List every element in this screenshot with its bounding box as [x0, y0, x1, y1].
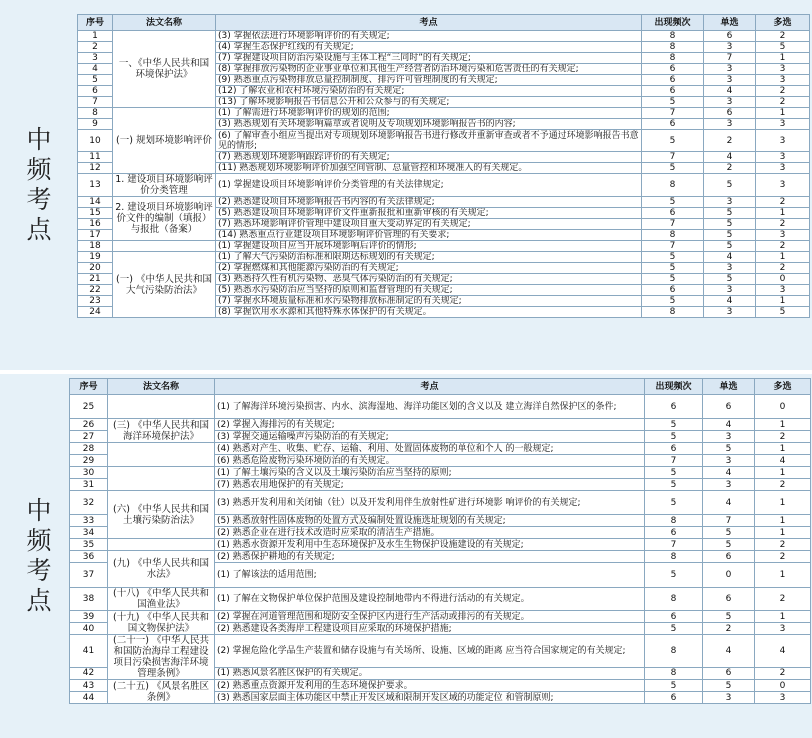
multiple-choice-count: 3: [756, 119, 810, 130]
row-number: 18: [78, 241, 113, 252]
row-number: 23: [78, 296, 113, 307]
single-choice-count: 5: [703, 611, 755, 623]
multiple-choice-count: 2: [756, 31, 810, 42]
frequency: 5: [645, 419, 703, 431]
multiple-choice-count: 3: [756, 75, 810, 86]
single-choice-count: 2: [704, 130, 756, 152]
law-name: (六) 《中华人民共和国土壤污染防治法》: [108, 491, 215, 539]
frequency: 6: [645, 443, 703, 455]
frequency: 6: [642, 119, 704, 130]
exam-point: (6) 了解审查小组应当提出对专项规划环境影响报告书进行修改并重新审查或者不予通过环境影响报告书意见的情形;: [216, 130, 642, 152]
frequency: 5: [642, 130, 704, 152]
side-label-char: 考: [26, 556, 52, 585]
row-number: 44: [70, 692, 108, 704]
law-name: [108, 467, 215, 491]
row-number: 36: [70, 551, 108, 563]
exam-point: (7) 熟悉农用地保护的有关规定;: [215, 479, 645, 491]
multiple-choice-count: 3: [755, 623, 811, 635]
frequency: 6: [642, 285, 704, 296]
table-body: [78, 31, 810, 318]
table-row: [70, 680, 811, 692]
row-number: 33: [70, 515, 108, 527]
frequency: 5: [645, 479, 703, 491]
frequency: 6: [642, 64, 704, 75]
exam-point: (1) 熟悉水资源开发利用中生态环境保护及水生生物保护设施建设的有关规定;: [215, 539, 645, 551]
row-number: 9: [78, 119, 113, 130]
multiple-choice-count: 3: [756, 174, 810, 197]
table-row: [78, 252, 810, 263]
single-choice-count: 5: [703, 443, 755, 455]
single-choice-count: 3: [704, 75, 756, 86]
row-number: 25: [70, 395, 108, 419]
row-number: 13: [78, 174, 113, 197]
frequency: 5: [642, 252, 704, 263]
multiple-choice-count: 0: [755, 395, 811, 419]
row-number: 10: [78, 130, 113, 152]
single-choice-count: 3: [704, 263, 756, 274]
exam-point: (2) 掌握危险化学品生产装置和储存设施与有关场所、设施、区域的距离 应当符合国家规定的有关规定;: [215, 635, 645, 668]
panel-bottom: [0, 374, 812, 738]
exam-point: (2) 熟悉保护耕地的有关规定;: [215, 551, 645, 563]
single-choice-count: 3: [703, 692, 755, 704]
column-header: 考点: [215, 379, 645, 395]
column-header: 单选: [703, 379, 755, 395]
frequency: 8: [642, 230, 704, 241]
single-choice-count: 3: [704, 42, 756, 53]
table-row: [70, 539, 811, 551]
multiple-choice-count: 2: [755, 667, 811, 679]
column-header: 考点: [216, 15, 642, 31]
row-number: 35: [70, 539, 108, 551]
row-number: 21: [78, 274, 113, 285]
side-label-top: [0, 0, 78, 370]
row-number: 34: [70, 527, 108, 539]
side-label-char: 考: [26, 185, 52, 214]
multiple-choice-count: 4: [755, 635, 811, 668]
exam-point: (3) 熟悉开发利用和关闭铀（钍）以及开发利用伴生放射性矿进行环境影 响评价的有关规定;: [215, 491, 645, 515]
single-choice-count: 6: [703, 667, 755, 679]
multiple-choice-count: 2: [756, 263, 810, 274]
multiple-choice-count: 5: [756, 42, 810, 53]
law-name: (十八) 《中华人民共和国渔业法》: [108, 588, 215, 611]
row-number: 27: [70, 431, 108, 443]
frequency: 5: [645, 680, 703, 692]
multiple-choice-count: 4: [755, 455, 811, 467]
multiple-choice-count: 1: [756, 296, 810, 307]
single-choice-count: 4: [703, 467, 755, 479]
exam-point: (9) 熟悉重点污染物排放总量控制制度、排污许可管理制度的有关规定;: [216, 75, 642, 86]
single-choice-count: 7: [703, 515, 755, 527]
frequency: 8: [642, 42, 704, 53]
frequency: 7: [645, 455, 703, 467]
exam-point: (8) 掌握排放污染物的企业事业单位和其他生产经营者防治环境污染和危害责任的有关规定;: [216, 64, 642, 75]
exam-point: (5) 熟悉建设项目环境影响评价文件重新报批和重新审核的有关规定;: [216, 208, 642, 219]
exam-point: (2) 熟悉建设项目环境影响报告书内容的有关法律规定;: [216, 197, 642, 208]
table-row: [70, 443, 811, 455]
row-number: 26: [70, 419, 108, 431]
law-name: [113, 241, 216, 252]
exam-point: (3) 熟悉规划有关环境影响篇章或者说明及专项规划环境影响报告书的内容;: [216, 119, 642, 130]
multiple-choice-count: 3: [756, 64, 810, 75]
row-number: 1: [78, 31, 113, 42]
frequency: 5: [642, 274, 704, 285]
row-number: 38: [70, 588, 108, 611]
multiple-choice-count: 1: [755, 491, 811, 515]
exam-point: (2) 掌握入海排污的有关规定;: [215, 419, 645, 431]
single-choice-count: 3: [703, 479, 755, 491]
exam-point: (7) 掌握建设项目防治污染设施与主体工程“三同时”的有关规定;: [216, 53, 642, 64]
frequency: 5: [642, 197, 704, 208]
multiple-choice-count: 2: [756, 197, 810, 208]
row-number: 31: [70, 479, 108, 491]
single-choice-count: 5: [703, 539, 755, 551]
row-number: 8: [78, 108, 113, 119]
law-name: 2. 建设项目环境影响评价文件的编制（填报）与报批（备案）: [113, 197, 216, 241]
multiple-choice-count: 2: [755, 539, 811, 551]
law-name: [108, 539, 215, 551]
row-number: 3: [78, 53, 113, 64]
multiple-choice-count: 3: [756, 130, 810, 152]
column-header: 法文名称: [108, 379, 215, 395]
column-header: 出现频次: [642, 15, 704, 31]
frequency: 8: [642, 31, 704, 42]
side-label-char: 点: [26, 215, 52, 244]
law-name: 一、《中华人民共和国环境保护法》: [113, 31, 216, 108]
exam-point: (2) 熟悉建设各类海岸工程建设项目应采取的环境保护措施;: [215, 623, 645, 635]
side-label-char: 中: [26, 496, 52, 525]
table-row: [70, 635, 811, 668]
column-header: 序号: [70, 379, 108, 395]
row-number: 19: [78, 252, 113, 263]
side-label-char: 中: [26, 125, 52, 154]
table-row: [70, 467, 811, 479]
exam-point: (13) 了解环境影响报告书信息公开和公众参与的有关规定;: [216, 97, 642, 108]
exam-point: (2) 熟悉重点资源开发利用的生态环境保护要求。: [215, 680, 645, 692]
single-choice-count: 6: [703, 588, 755, 611]
table-body: [70, 395, 811, 704]
frequency: 5: [645, 431, 703, 443]
frequency: 5: [645, 467, 703, 479]
row-number: 16: [78, 219, 113, 230]
multiple-choice-count: 1: [755, 515, 811, 527]
frequency: 5: [645, 623, 703, 635]
single-choice-count: 6: [704, 31, 756, 42]
column-header: 出现频次: [645, 379, 703, 395]
column-header: 多选: [756, 15, 810, 31]
row-number: 12: [78, 163, 113, 174]
frequency: 5: [642, 97, 704, 108]
exam-point: (6) 熟悉危险废物污染环境防治的有关规定。: [215, 455, 645, 467]
multiple-choice-count: 3: [756, 152, 810, 163]
frequency: 8: [645, 551, 703, 563]
exam-point: (8) 掌握饮用水水源和其他特殊水体保护的有关规定。: [216, 307, 642, 318]
multiple-choice-count: 3: [756, 163, 810, 174]
exam-point: (12) 了解农业和农村环境污染防治的有关规定;: [216, 86, 642, 97]
row-number: 2: [78, 42, 113, 53]
multiple-choice-count: 1: [755, 443, 811, 455]
row-number: 4: [78, 64, 113, 75]
multiple-choice-count: 1: [756, 108, 810, 119]
row-number: 32: [70, 491, 108, 515]
law-name: (一) 《中华人民共和国大气污染防治法》: [113, 252, 216, 318]
exam-point: (4) 掌握生态保护红线的有关规定;: [216, 42, 642, 53]
frequency: 8: [645, 667, 703, 679]
single-choice-count: 3: [704, 285, 756, 296]
single-choice-count: 3: [704, 64, 756, 75]
exam-point: (3) 熟悉持久性有机污染物、恶臭气体污染防治的有关规定;: [216, 274, 642, 285]
single-choice-count: 2: [703, 623, 755, 635]
multiple-choice-count: 2: [756, 219, 810, 230]
exam-point: (3) 掌握交通运输噪声污染防治的有关规定;: [215, 431, 645, 443]
side-label-char: 频: [26, 155, 52, 184]
table-row: [70, 419, 811, 431]
multiple-choice-count: 1: [755, 563, 811, 588]
single-choice-count: 6: [703, 395, 755, 419]
frequency: 7: [642, 219, 704, 230]
frequency: 5: [642, 263, 704, 274]
exam-point: (1) 了解需进行环境影响评价的规划的范围;: [216, 108, 642, 119]
frequency: 6: [642, 86, 704, 97]
exam-point: (1) 了解在文物保护单位保护范围及建设控制地带内不得进行活动的有关规定。: [215, 588, 645, 611]
frequency: 6: [642, 75, 704, 86]
multiple-choice-count: 2: [755, 431, 811, 443]
table-row: [70, 395, 811, 419]
multiple-choice-count: 1: [755, 611, 811, 623]
frequency: 7: [642, 152, 704, 163]
row-number: 42: [70, 667, 108, 679]
exam-point: (2) 掌握燃煤和其他能源污染防治的有关规定;: [216, 263, 642, 274]
exam-point: (1) 了解该法的适用范围;: [215, 563, 645, 588]
multiple-choice-count: 3: [756, 285, 810, 296]
exam-points-table-top: [77, 14, 810, 318]
multiple-choice-count: 1: [756, 208, 810, 219]
multiple-choice-count: 2: [755, 551, 811, 563]
table-header-row: [78, 15, 810, 31]
exam-point: (2) 掌握在河道管理范围和堤防安全保护区内进行生产活动或排污的有关规定。: [215, 611, 645, 623]
exam-point: (1) 了解土壤污染的含义以及土壤污染防治应当坚持的原则;: [215, 467, 645, 479]
column-header: 序号: [78, 15, 113, 31]
law-name: (三) 《中华人民共和国海洋环境保护法》: [108, 419, 215, 443]
law-name: 1. 建设项目环境影响评价分类管理: [113, 174, 216, 197]
exam-point: (7) 熟悉规划环境影响跟踪评价的有关规定;: [216, 152, 642, 163]
row-number: 29: [70, 455, 108, 467]
column-header: 多选: [755, 379, 811, 395]
exam-point: (1) 掌握建设项目应当开展环境影响后评价的情形;: [216, 241, 642, 252]
exam-point: (5) 熟悉水污染防治应当坚持的原则和监督管理的有关规定;: [216, 285, 642, 296]
row-number: 39: [70, 611, 108, 623]
frequency: 8: [645, 635, 703, 668]
table-row: [78, 174, 810, 197]
table-row: [78, 31, 810, 42]
side-label-bottom: [0, 374, 78, 738]
law-name: [108, 443, 215, 467]
multiple-choice-count: 0: [755, 680, 811, 692]
frequency: 6: [642, 208, 704, 219]
side-label-char: 点: [26, 586, 52, 615]
frequency: 5: [642, 296, 704, 307]
multiple-choice-count: 1: [755, 527, 811, 539]
row-number: 20: [78, 263, 113, 274]
multiple-choice-count: 1: [756, 252, 810, 263]
single-choice-count: 5: [704, 219, 756, 230]
single-choice-count: 0: [703, 563, 755, 588]
frequency: 6: [645, 527, 703, 539]
single-choice-count: 4: [703, 419, 755, 431]
single-choice-count: 4: [704, 296, 756, 307]
single-choice-count: 3: [703, 431, 755, 443]
frequency: 6: [645, 395, 703, 419]
row-number: 7: [78, 97, 113, 108]
row-number: 11: [78, 152, 113, 163]
table-header-row: [70, 379, 811, 395]
exam-point: (14) 熟悉重点行业建设项目环境影响评价管理的有关要求;: [216, 230, 642, 241]
table-row: [70, 551, 811, 563]
side-label-char: 频: [26, 526, 52, 555]
single-choice-count: 5: [703, 680, 755, 692]
row-number: 41: [70, 635, 108, 668]
row-number: 43: [70, 680, 108, 692]
exam-point: (5) 熟悉放射性固体废物的处置方式及编制处置设施选址规划的有关规定;: [215, 515, 645, 527]
row-number: 28: [70, 443, 108, 455]
single-choice-count: 5: [704, 230, 756, 241]
single-choice-count: 5: [704, 174, 756, 197]
table-row: [70, 491, 811, 515]
single-choice-count: 4: [703, 635, 755, 668]
multiple-choice-count: 1: [755, 419, 811, 431]
single-choice-count: 4: [704, 152, 756, 163]
frequency: 8: [642, 53, 704, 64]
row-number: 22: [78, 285, 113, 296]
single-choice-count: 4: [704, 252, 756, 263]
row-number: 17: [78, 230, 113, 241]
row-number: 15: [78, 208, 113, 219]
column-header: 法文名称: [113, 15, 216, 31]
single-choice-count: 4: [703, 491, 755, 515]
exam-point: (1) 了解大气污染防治标准和限期达标规划的有关规定;: [216, 252, 642, 263]
law-name: (二十五) 《风景名胜区条例》: [108, 680, 215, 704]
row-number: 30: [70, 467, 108, 479]
single-choice-count: 2: [704, 163, 756, 174]
table-row: [70, 588, 811, 611]
exam-point: (1) 了解海洋环境污染损害、内水、滨海湿地、海洋功能区划的含义以及 建立海洋自然保护区的条件;: [215, 395, 645, 419]
single-choice-count: 6: [704, 108, 756, 119]
law-name: (九) 《中华人民共和国水法》: [108, 551, 215, 588]
law-name: (一) 规划环境影响评价: [113, 108, 216, 174]
single-choice-count: 7: [704, 53, 756, 64]
frequency: 8: [642, 307, 704, 318]
law-name: (二十一) 《中华人民共和国防治海岸工程建设项目污染损害海洋环境管理条例》: [108, 635, 215, 680]
row-number: 24: [78, 307, 113, 318]
single-choice-count: 6: [703, 551, 755, 563]
multiple-choice-count: 2: [755, 479, 811, 491]
frequency: 6: [645, 611, 703, 623]
single-choice-count: 3: [704, 97, 756, 108]
row-number: 37: [70, 563, 108, 588]
multiple-choice-count: 1: [756, 53, 810, 64]
frequency: 8: [642, 174, 704, 197]
frequency: 5: [645, 563, 703, 588]
multiple-choice-count: 5: [756, 307, 810, 318]
single-choice-count: 3: [703, 455, 755, 467]
frequency: 5: [645, 491, 703, 515]
law-name: [108, 395, 215, 419]
row-number: 14: [78, 197, 113, 208]
table-row: [70, 611, 811, 623]
exam-points-table-bottom: [69, 378, 811, 704]
frequency: 7: [645, 539, 703, 551]
row-number: 6: [78, 86, 113, 97]
single-choice-count: 3: [704, 197, 756, 208]
multiple-choice-count: 2: [756, 97, 810, 108]
single-choice-count: 5: [704, 241, 756, 252]
exam-point: (1) 掌握建设项目环境影响评价分类管理的有关法律规定;: [216, 174, 642, 197]
law-name: (十九) 《中华人民共和国文物保护法》: [108, 611, 215, 635]
frequency: 7: [642, 241, 704, 252]
exam-point: (3) 掌握依法进行环境影响评价的有关规定;: [216, 31, 642, 42]
single-choice-count: 5: [704, 274, 756, 285]
single-choice-count: 5: [703, 527, 755, 539]
table-row: [78, 197, 810, 208]
multiple-choice-count: 3: [756, 230, 810, 241]
single-choice-count: 3: [704, 119, 756, 130]
exam-point: (7) 熟悉环境影响评价管理中建设项目重大变动界定的有关规定;: [216, 219, 642, 230]
column-header: 单选: [704, 15, 756, 31]
frequency: 7: [642, 108, 704, 119]
single-choice-count: 5: [704, 208, 756, 219]
exam-point: (1) 熟悉风景名胜区保护的有关规定。: [215, 667, 645, 679]
exam-point: (7) 掌握水环境质量标准和水污染物排放标准制定的有关规定;: [216, 296, 642, 307]
table-row: [78, 108, 810, 119]
single-choice-count: 3: [704, 307, 756, 318]
frequency: 8: [645, 515, 703, 527]
frequency: 5: [642, 163, 704, 174]
exam-point: (2) 熟悉企业在进行技术改造时应采取的清洁生产措施。: [215, 527, 645, 539]
multiple-choice-count: 2: [756, 86, 810, 97]
multiple-choice-count: 3: [755, 692, 811, 704]
row-number: 5: [78, 75, 113, 86]
table-row: [78, 241, 810, 252]
frequency: 8: [645, 588, 703, 611]
exam-point: (11) 熟悉规划环境影响评价加强空间管制、总量管控和环境准入的有关规定。: [216, 163, 642, 174]
multiple-choice-count: 2: [755, 588, 811, 611]
row-number: 40: [70, 623, 108, 635]
multiple-choice-count: 0: [756, 274, 810, 285]
multiple-choice-count: 2: [756, 241, 810, 252]
frequency: 6: [645, 692, 703, 704]
multiple-choice-count: 1: [755, 467, 811, 479]
exam-point: (3) 熟悉国家层面主体功能区中禁止开发区域和限制开发区域的功能定位 和管制原则;: [215, 692, 645, 704]
exam-point: (4) 熟悉对产生、收集、贮存、运输、利用、处置固体废物的单位和个人 的一般规定;: [215, 443, 645, 455]
single-choice-count: 4: [704, 86, 756, 97]
